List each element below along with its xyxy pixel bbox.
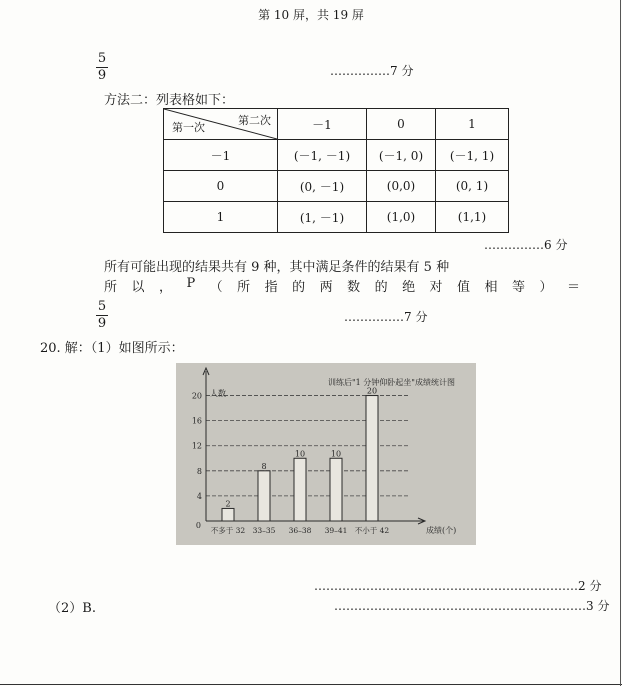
- y-axis-label: 人数: [210, 389, 226, 398]
- table-cell: (1,0): [367, 202, 436, 233]
- bar-value-label: 8: [261, 461, 267, 471]
- x-axis-label: 成绩(个): [426, 526, 457, 535]
- result-statement: 所有可能出现的结果共有 9 种，其中满足条件的结果有 5 种: [104, 260, 450, 275]
- bar-chart: [176, 363, 476, 545]
- table-row: [164, 140, 509, 171]
- row-header: 1: [164, 202, 278, 233]
- corner-label-first: 第一次: [172, 121, 205, 134]
- column-header: 1: [436, 109, 509, 140]
- table-corner-cell: [164, 109, 278, 140]
- score-mark: …………………………………………………………2 分: [314, 579, 602, 593]
- probability-statement: [104, 276, 580, 295]
- bar: [330, 458, 342, 521]
- bar-value-label: 10: [294, 449, 306, 459]
- score-mark: ………………………………………………………3 分: [334, 599, 610, 613]
- bar-value-label: 20: [366, 386, 378, 396]
- probability-char: 所: [104, 280, 118, 295]
- y-tick-label: 20: [191, 391, 202, 401]
- right-border: [620, 0, 621, 686]
- score-mark: ……………7 分: [344, 310, 428, 324]
- origin-label: 0: [195, 521, 201, 530]
- question-2-answer: （2）B.: [48, 601, 96, 616]
- row-header: －1: [164, 140, 278, 171]
- table-cell: (0, －1): [278, 171, 367, 202]
- page-header: 第 10 屏，共 19 屏: [258, 8, 364, 22]
- bar: [258, 471, 270, 521]
- y-tick-label: 12: [191, 441, 202, 451]
- fraction-denominator: 9: [97, 68, 107, 83]
- x-tick-label: 不小于 42: [354, 526, 390, 535]
- fraction-numerator: 5: [97, 51, 107, 66]
- score-mark: ……………6 分: [484, 238, 568, 252]
- bar: [366, 396, 378, 521]
- bar-value-label: 10: [330, 449, 342, 459]
- probability-char: 相: [484, 280, 498, 295]
- probability-char: 等: [512, 280, 526, 295]
- table-cell: (－1, 0): [367, 140, 436, 171]
- x-tick-label: 不多于 32: [210, 526, 246, 535]
- outcome-table: [163, 108, 509, 233]
- probability-char: ，: [158, 280, 172, 295]
- score-mark: ……………7 分: [330, 64, 414, 78]
- probability-char: 的: [292, 280, 306, 295]
- probability-char: （: [209, 280, 223, 295]
- probability-char: 的: [374, 280, 388, 295]
- x-tick-label: 36–38: [288, 526, 312, 535]
- x-tick-label: 39–41: [324, 526, 348, 535]
- table-cell: (0, 1): [436, 171, 509, 202]
- fraction-numerator: 5: [97, 299, 107, 314]
- y-tick-label: 4: [196, 491, 202, 501]
- y-tick-label: 8: [196, 466, 202, 476]
- table-cell: (1, －1): [278, 202, 367, 233]
- table-header-row: [164, 109, 509, 140]
- bottom-border: [0, 684, 622, 685]
- probability-char: 对: [429, 280, 443, 295]
- x-tick-label: 33–35: [252, 526, 276, 535]
- table-cell: (1,1): [436, 202, 509, 233]
- probability-char: 以: [131, 280, 145, 295]
- chart-photo: [176, 363, 476, 545]
- fraction-answer: [96, 52, 108, 83]
- table-cell: (－1, 1): [436, 140, 509, 171]
- y-tick-label: 16: [191, 416, 202, 426]
- probability-char: ＝: [566, 280, 580, 295]
- column-header: 0: [367, 109, 436, 140]
- chart-title: 训练后"1 分钟仰卧起坐"成绩统计图: [328, 378, 455, 387]
- probability-char: 所: [237, 280, 251, 295]
- table-row: [164, 171, 509, 202]
- question-20-heading: 20. 解：（1）如图所示：: [40, 341, 184, 356]
- row-header: 0: [164, 171, 278, 202]
- bar-value-label: 2: [225, 499, 231, 509]
- probability-char: 两: [319, 280, 333, 295]
- table-cell: (0,0): [367, 171, 436, 202]
- corner-label-second: 第二次: [238, 114, 271, 127]
- probability-char: 数: [347, 280, 361, 295]
- bar: [294, 458, 306, 521]
- probability-char: 值: [457, 280, 471, 295]
- fraction-denominator: 9: [97, 316, 107, 331]
- table-row: [164, 202, 509, 233]
- column-header: －1: [278, 109, 367, 140]
- probability-char: 指: [264, 280, 278, 295]
- probability-char: P: [186, 276, 196, 291]
- table-cell: (－1, －1): [278, 140, 367, 171]
- probability-char: ）: [539, 280, 553, 295]
- bar: [222, 508, 234, 521]
- method-two-heading: 方法二：列表格如下：: [104, 93, 235, 108]
- fraction-answer: [96, 300, 108, 331]
- probability-char: 绝: [402, 280, 416, 295]
